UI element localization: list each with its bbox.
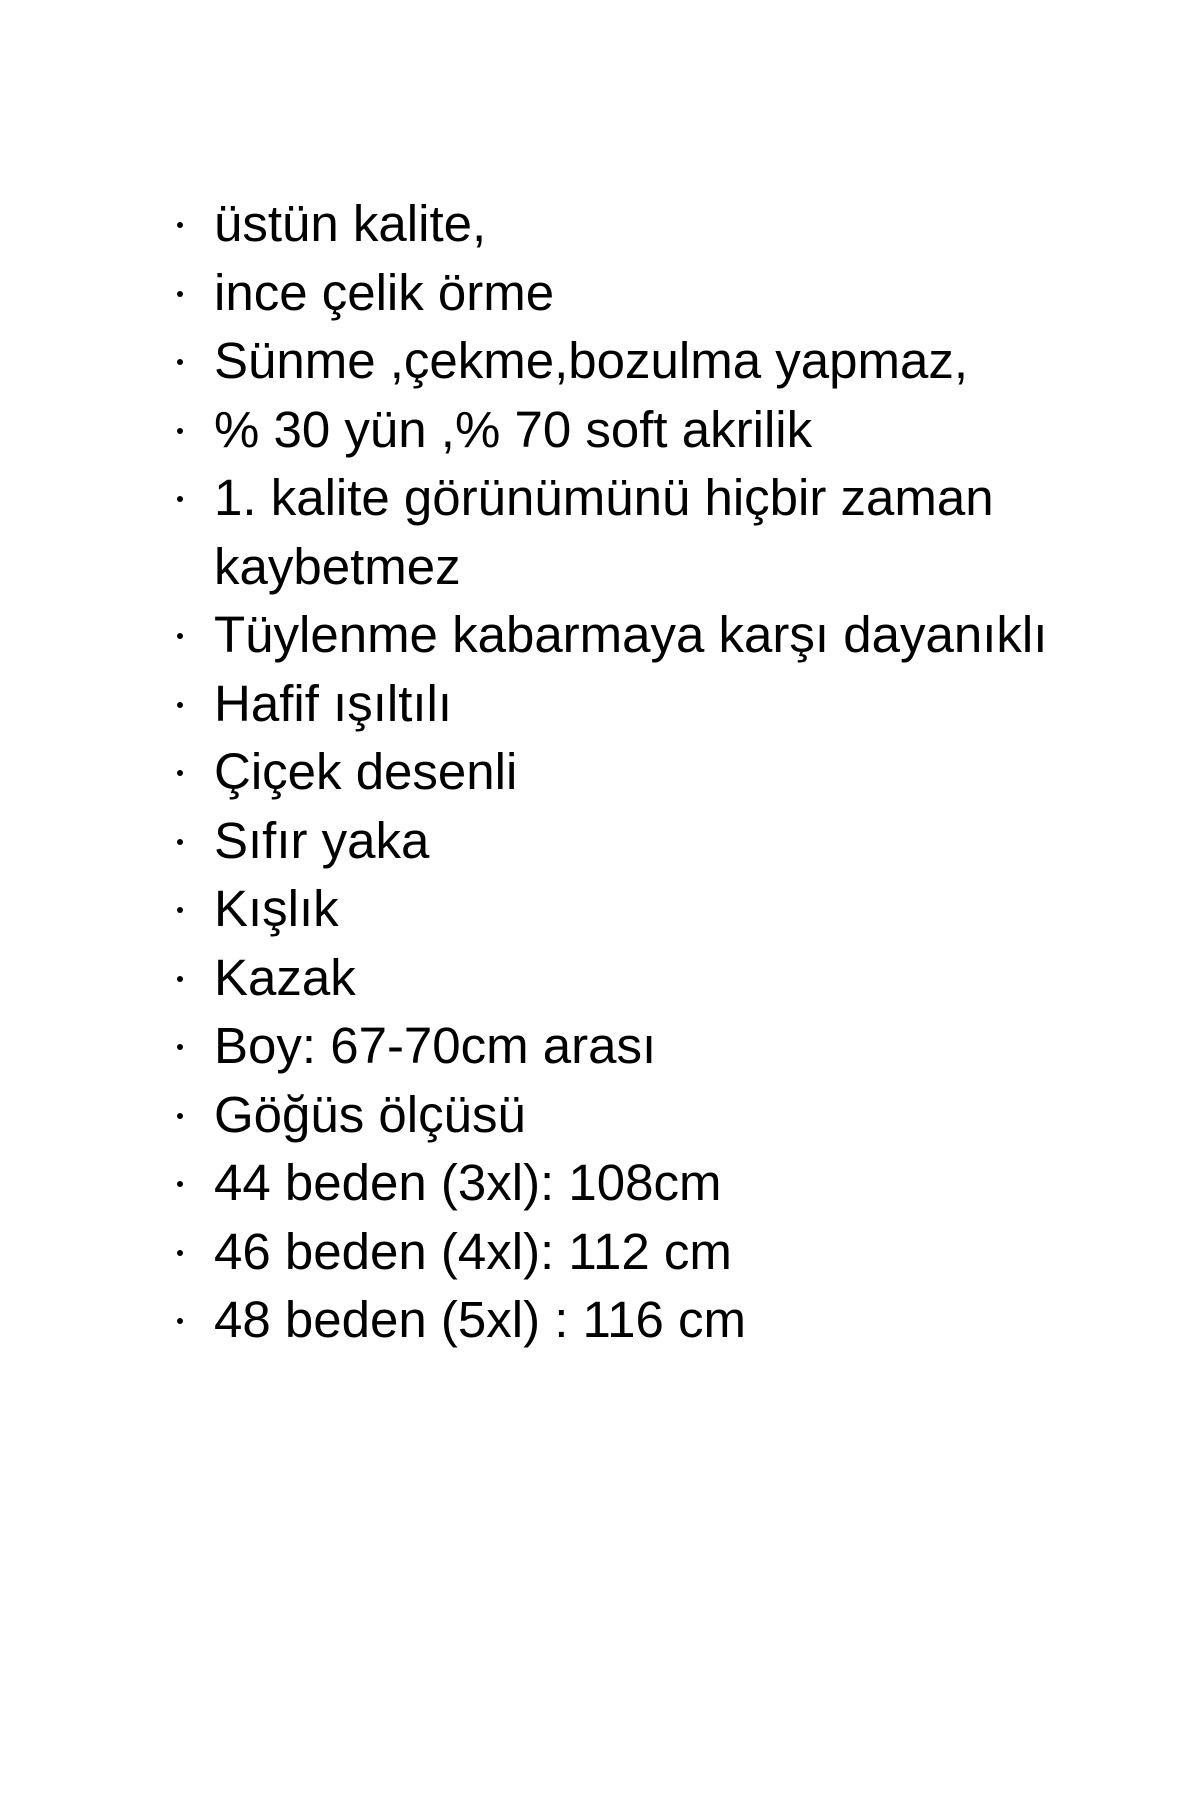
list-item-text: ince çelik örme [214, 263, 555, 321]
list-item [0, 464, 1094, 601]
bullet-icon [177, 1250, 183, 1256]
list-item [0, 327, 1094, 396]
list-item-text: Hafif ışıltılı [214, 674, 453, 732]
list-item [0, 190, 1094, 259]
bullet-icon [177, 1181, 183, 1187]
bullet-icon [177, 907, 183, 913]
list-item-text: 1. kalite görünümünü hiçbir zaman kaybetmez [214, 469, 994, 595]
bullet-icon [177, 976, 183, 982]
list-item [0, 1081, 1094, 1150]
bullet-icon [177, 496, 183, 502]
list-item [0, 807, 1094, 876]
bullet-icon [177, 770, 183, 776]
list-item-text: Çiçek desenli [214, 743, 518, 800]
list-item [0, 259, 1094, 328]
list-item-text: üstün kalite, [214, 195, 487, 252]
list-item [0, 1286, 1094, 1355]
bullet-icon [177, 1044, 183, 1050]
bullet-icon [177, 222, 183, 228]
list-item-text: Tüylenme kabarmaya karşı dayanıklı [214, 606, 1048, 663]
list-item-text: Boy: 67-70cm arası [214, 1017, 657, 1074]
list-item-text: Kazak [214, 948, 356, 1006]
bullet-icon [177, 1318, 183, 1324]
list-item-text: Kışlık [214, 880, 339, 937]
list-item [0, 396, 1094, 465]
list-item-text: 46 beden (4xl): 112 cm [214, 1222, 732, 1280]
bullet-icon [177, 359, 183, 365]
list-item [0, 1218, 1094, 1287]
list-item [0, 670, 1094, 739]
bullet-icon [177, 291, 183, 297]
list-item-text: 48 beden (5xl) : 116 cm [214, 1291, 747, 1348]
bullet-icon [177, 428, 183, 434]
list-item-text: 44 beden (3xl): 108cm [214, 1154, 722, 1211]
list-item-text: % 30 yün ,% 70 soft akrilik [214, 400, 813, 458]
product-features-list [0, 190, 1200, 1355]
list-item-text: Sünme ,çekme,bozulma yapmaz, [214, 332, 968, 389]
list-item [0, 1012, 1094, 1081]
list-item [0, 738, 1094, 807]
list-item-text: Göğüs ölçüsü [214, 1085, 526, 1143]
list-item [0, 875, 1094, 944]
list-item-text: Sıfır yaka [214, 811, 430, 869]
list-item [0, 944, 1094, 1013]
list-item [0, 601, 1094, 670]
bullet-icon [177, 1113, 183, 1119]
bullet-icon [177, 839, 183, 845]
bullet-icon [177, 633, 183, 639]
bullet-icon [177, 702, 183, 708]
list-item [0, 1149, 1094, 1218]
